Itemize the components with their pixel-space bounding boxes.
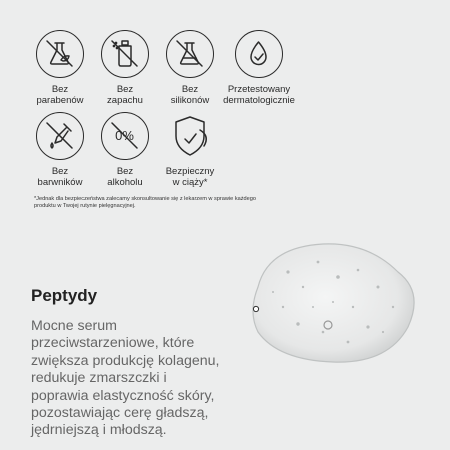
badge-label: Bez alkoholu [107, 166, 143, 188]
badge-label: Bez silikonów [170, 84, 210, 106]
badge-label: Bez zapachu [107, 84, 143, 106]
ingredient-description: Mocne serum przeciwstarzeniowe, które zwiększa produkcję kolagenu, redukuje zmarszczki i poprawia elastyczność skóry, pozostawiając cerę gładszą, jędrniejszą i młodszą. [31, 318, 220, 439]
no-fragrance-spray-icon [101, 30, 149, 78]
alcohol-glyph: 0% [115, 128, 134, 143]
badge-label: Bez barwników [37, 166, 83, 188]
ingredient-title: Peptydy [31, 286, 98, 305]
badge-label: Bez parabenów [36, 84, 84, 106]
no-dye-dropper-icon [36, 112, 84, 160]
footnote: *Jednak dla bezpieczeństwa zalecamy skonsultowanie się z lekarzem w sprawie każdego produktu w Twojej rutynie pielęgnacyjnej. [34, 196, 256, 210]
no-plant-flask-icon [36, 30, 84, 78]
no-silicone-flask-icon [166, 30, 214, 78]
badge-dermatologically-tested [214, 30, 304, 106]
badge-label: Bezpieczny w ciąży* [165, 166, 215, 188]
badge-pregnancy-safe [145, 112, 235, 188]
pregnancy-safe-shield-icon [166, 112, 214, 160]
no-alcohol-percent-icon [101, 112, 149, 160]
dermatologically-tested-drop-icon [235, 30, 283, 78]
badge-label: Przetestowany dermatologicznie [223, 84, 295, 106]
